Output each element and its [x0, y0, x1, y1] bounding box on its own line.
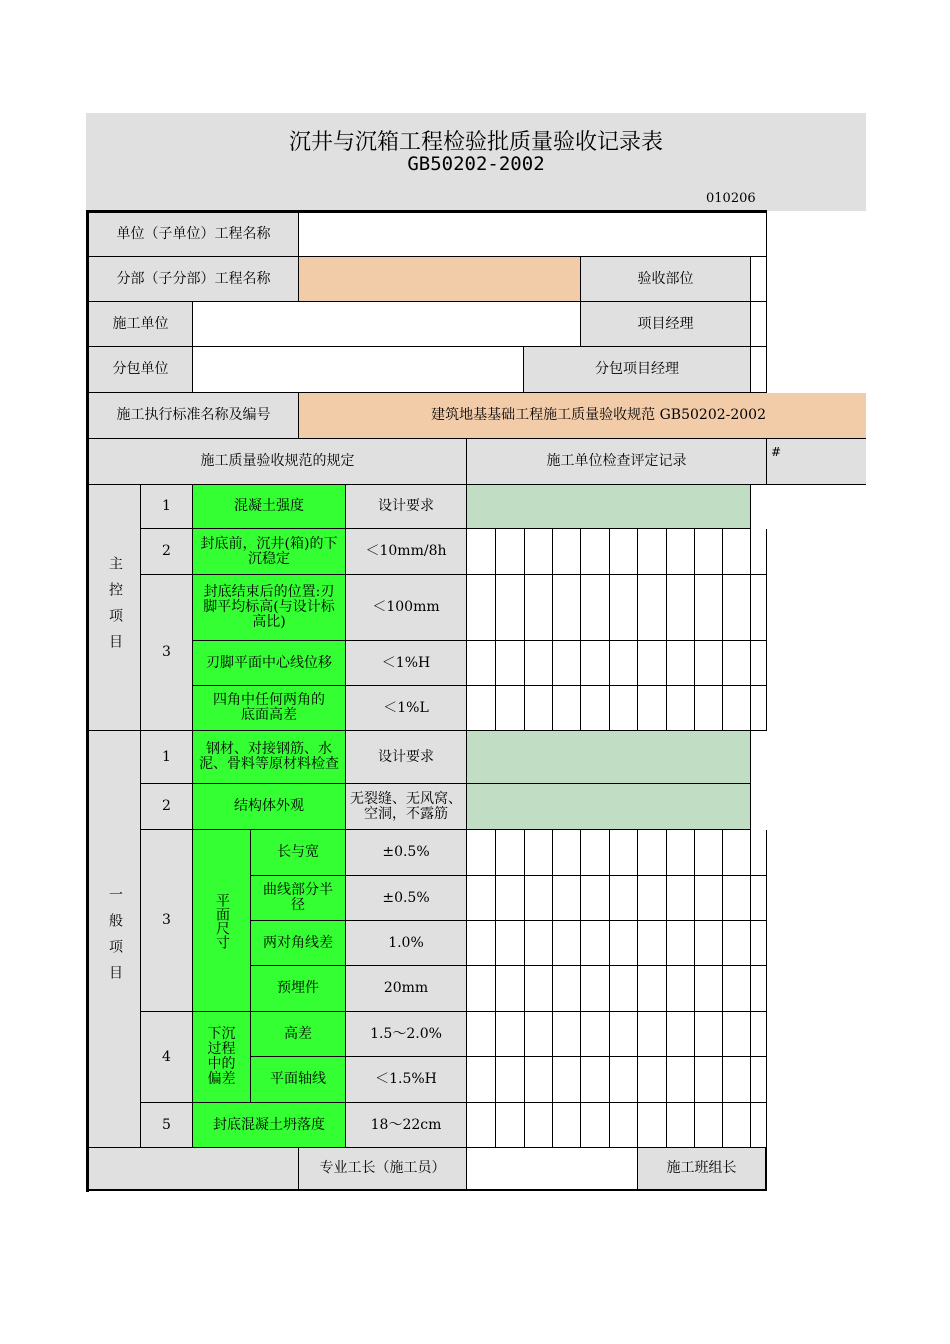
exec-std-label: 施工执行标准名称及编号 — [89, 393, 299, 439]
unit-label: 单位（子单位）工程名称 — [89, 213, 299, 257]
general-grid[interactable] — [467, 830, 767, 1148]
plane-label — [193, 830, 251, 1012]
general-group-label — [89, 731, 141, 1148]
sink-value-2: ＜1.5%H — [346, 1057, 467, 1103]
main-name-2: 封底前，沉井(箱)的下沉稳定 — [193, 529, 346, 575]
general-record-1[interactable] — [467, 731, 751, 784]
subunit-label: 分部（子分部）工程名称 — [89, 257, 299, 302]
plane-name-2: 曲线部分半径 — [251, 876, 346, 921]
sub-value[interactable] — [193, 347, 524, 393]
footer-blank — [89, 1148, 299, 1191]
plane-name-3: 两对角线差 — [251, 921, 346, 966]
general-no-4: 4 — [141, 1012, 193, 1103]
main-value-4: ＜1%H — [346, 641, 467, 686]
exec-std-value: 建筑地基基础工程施工质量验收规范 GB50202-2002 — [299, 393, 866, 439]
team-label: 施工班组长 — [638, 1148, 767, 1191]
sink-value-1: 1.5～2.0% — [346, 1012, 467, 1057]
form-title: 沉井与沉箱工程检验批质量验收记录表 — [288, 130, 663, 155]
unit-value[interactable] — [299, 213, 767, 257]
general-name-2: 结构体外观 — [193, 784, 346, 830]
main-value-2: ＜10mm/8h — [346, 529, 467, 575]
plane-name-1: 长与宽 — [251, 830, 346, 876]
main-no-3: 3 — [141, 575, 193, 731]
main-name-3: 封底结束后的位置:刃脚平均标高(与设计标高比) — [193, 575, 346, 641]
plane-value-3: 1.0% — [346, 921, 467, 966]
plane-value-4: 20mm — [346, 966, 467, 1012]
main-record-1[interactable] — [467, 485, 751, 529]
main-value-1: 设计要求 — [346, 485, 467, 529]
main-no-2: 2 — [141, 529, 193, 575]
pm-label: 项目经理 — [581, 302, 751, 347]
accept-part-label: 验收部位 — [581, 257, 751, 302]
main-grid[interactable] — [467, 529, 767, 731]
sub-pm-value[interactable] — [751, 347, 767, 393]
subunit-value[interactable] — [299, 257, 581, 302]
sink-name-1: 高差 — [251, 1012, 346, 1057]
main-no-1: 1 — [141, 485, 193, 529]
general-no-3: 3 — [141, 830, 193, 1012]
main-group-label — [89, 485, 141, 731]
plane-name-4: 预埋件 — [251, 966, 346, 1012]
plane-value-1: ±0.5% — [346, 830, 467, 876]
main-name-1: 混凝土强度 — [193, 485, 346, 529]
title-band — [86, 113, 866, 211]
pm-value[interactable] — [751, 302, 767, 347]
spec-header: 施工质量验收规范的规定 — [89, 439, 467, 485]
plane-value-2: ±0.5% — [346, 876, 467, 921]
sub-label: 分包单位 — [89, 347, 193, 393]
general-no-2: 2 — [141, 784, 193, 830]
general-group-text: 一般项目 — [107, 887, 123, 991]
plane-label-text: 平面尺寸 — [214, 892, 230, 949]
general-value-1: 设计要求 — [346, 731, 467, 784]
form-code: 010206 — [706, 191, 756, 206]
cut-header: # — [767, 439, 866, 485]
main-group-text: 主控项目 — [107, 555, 123, 660]
main-value-5: ＜1%L — [346, 686, 467, 731]
sink-name-2: 平面轴线 — [251, 1057, 346, 1103]
sink-label: 下沉过程中的偏差 — [193, 1012, 251, 1103]
foreman-label: 专业工长（施工员） — [299, 1148, 467, 1191]
main-name-5: 四角中任何两角的底面高差 — [193, 686, 346, 731]
main-name-4: 刃脚平面中心线位移 — [193, 641, 346, 686]
sub-pm-label: 分包项目经理 — [524, 347, 751, 393]
constructor-value[interactable] — [193, 302, 581, 347]
foreman-value[interactable] — [467, 1148, 638, 1191]
general-name-1: 钢材、对接钢筋、水泥、骨料等原材料检查 — [193, 731, 346, 784]
general-value-2: 无裂缝、无风窝、空洞，不露筋 — [346, 784, 467, 830]
form-standard: GB50202-2002 — [407, 153, 545, 175]
accept-part-value[interactable] — [751, 257, 767, 302]
general-record-2[interactable] — [467, 784, 751, 830]
general-no-1: 1 — [141, 731, 193, 784]
record-header: 施工单位检查评定记录 — [467, 439, 767, 485]
general-no-5: 5 — [141, 1103, 193, 1148]
general-grid-lines — [467, 830, 767, 1148]
slump-name: 封底混凝土坍落度 — [193, 1103, 346, 1148]
constructor-label: 施工单位 — [89, 302, 193, 347]
main-value-3: ＜100mm — [346, 575, 467, 641]
slump-value: 18～22cm — [346, 1103, 467, 1148]
main-grid-lines — [467, 529, 767, 731]
